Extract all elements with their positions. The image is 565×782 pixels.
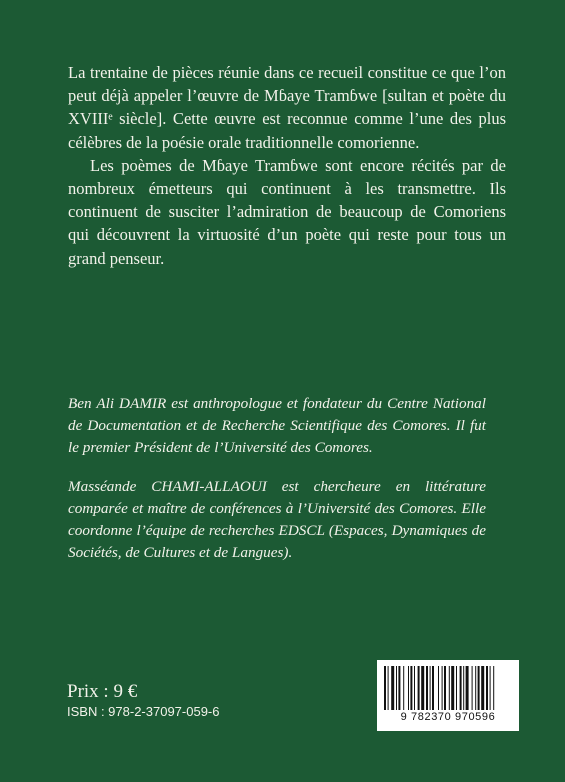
author-bio-damir: Ben Ali DAMIR est anthropologue et fondateur du Centre National de Documentation et de Recherche Scientifique des Comores. Il fut le premier Président de l’Université des Comores. bbox=[68, 395, 486, 457]
isbn-label: ISBN : 978-2-37097-059-6 bbox=[67, 704, 220, 719]
price-label: Prix : 9 € bbox=[67, 681, 138, 702]
barcode-bars bbox=[384, 666, 512, 710]
isbn-barcode bbox=[377, 660, 519, 731]
blurb-paragraph-1: La trentaine de pièces réunie dans ce recueil constitue ce que l’on peut déjà appeler l’œuvre de Mɓaye Tramɓwe [sultan et poète du XVIIIᵉ siècle]. Cette œuvre est reconnue comme l’une des plus célèbres de la poésie orale traditionnelle comorienne. bbox=[68, 63, 506, 152]
back-cover-blurb bbox=[68, 61, 506, 270]
barcode-digits: 9 782370 970596 bbox=[400, 711, 496, 723]
blurb-paragraph-2: Les poèmes de Mɓaye Tramɓwe sont encore récités par de nombreux émetteurs qui continuent à les transmettre. Ils continuent de susciter l’admiration de beaucoup de Comoriens qui découvrent la virtuosité d’un poète qui reste pour tous un grand penseur. bbox=[68, 155, 506, 268]
author-bio-chami-allaoui: Masséande CHAMI-ALLAOUI est chercheure en littérature comparée et maître de conférences à l’Université des Comores. Elle coordonne l’équipe de recherches EDSCL (Espaces, Dynamiques de Sociétés, de Cultures et de Langues). bbox=[68, 477, 486, 562]
author-bios bbox=[68, 393, 486, 580]
